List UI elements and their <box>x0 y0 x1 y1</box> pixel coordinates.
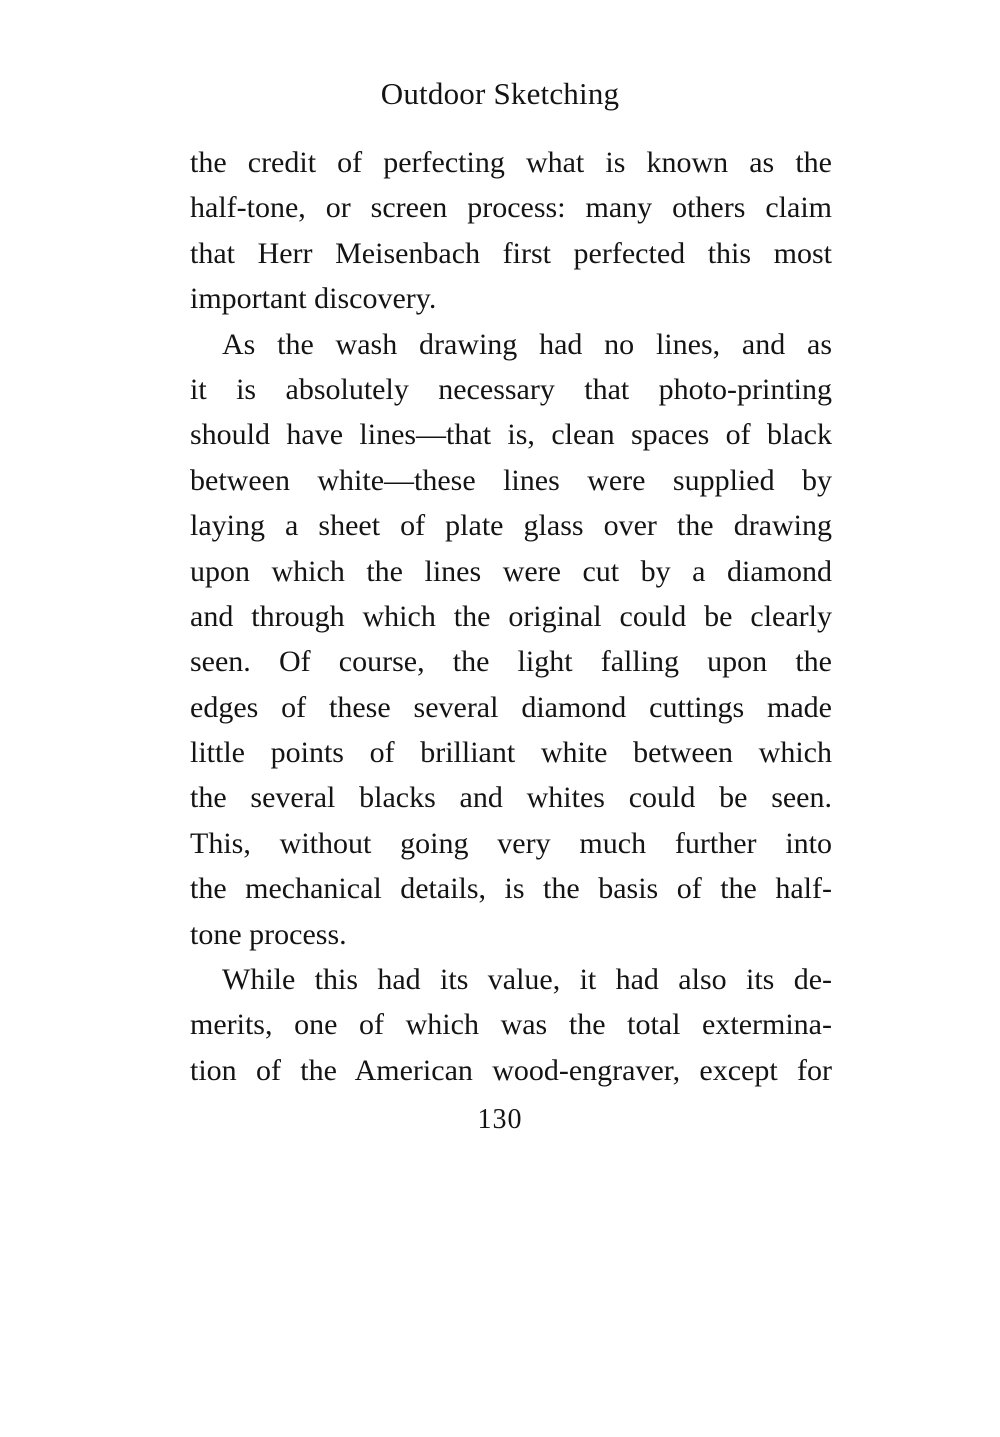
text-line: and through which the original could be clearly <box>190 599 832 633</box>
paragraph <box>190 322 832 957</box>
text-line: the credit of perfecting what is known as the <box>190 146 832 179</box>
text-line: As the wash drawing had no lines, and as <box>222 327 832 361</box>
text-line: seen. Of course, the light falling upon the <box>190 645 832 679</box>
text-line: laying a sheet of plate glass over the drawing <box>190 509 832 543</box>
text-line: edges of these several diamond cuttings made <box>190 690 832 724</box>
text-line: it is absolutely necessary that photo-printing <box>190 372 832 406</box>
text-line: tion of the American wood-engraver, except for <box>190 1053 832 1087</box>
text-line: the mechanical details, is the basis of the half- <box>190 872 832 906</box>
text-line: This, without going very much further into <box>190 826 832 860</box>
page-number: 130 <box>477 1104 523 1135</box>
text-line: merits, one of which was the total extermina- <box>190 1008 832 1042</box>
text-line: the several blacks and whites could be seen. <box>190 781 832 815</box>
text-line: upon which the lines were cut by a diamond <box>190 554 832 588</box>
text-line: tone process. <box>190 917 347 951</box>
text-line: that Herr Meisenbach first perfected this most <box>190 236 832 270</box>
text-line: little points of brilliant white between which <box>190 736 832 770</box>
text-line: should have lines—that is, clean spaces of black <box>190 418 832 452</box>
paragraph <box>190 957 832 1093</box>
text-line: half-tone, or screen process: many others claim <box>190 191 832 225</box>
running-head: Outdoor Sketching <box>380 76 620 111</box>
text-line: While this had its value, it had also its de- <box>222 963 832 997</box>
text-line: between white—these lines were supplied by <box>190 463 832 497</box>
text-line: important discovery. <box>190 282 437 316</box>
paragraph <box>190 140 832 322</box>
body-text <box>190 140 832 1093</box>
